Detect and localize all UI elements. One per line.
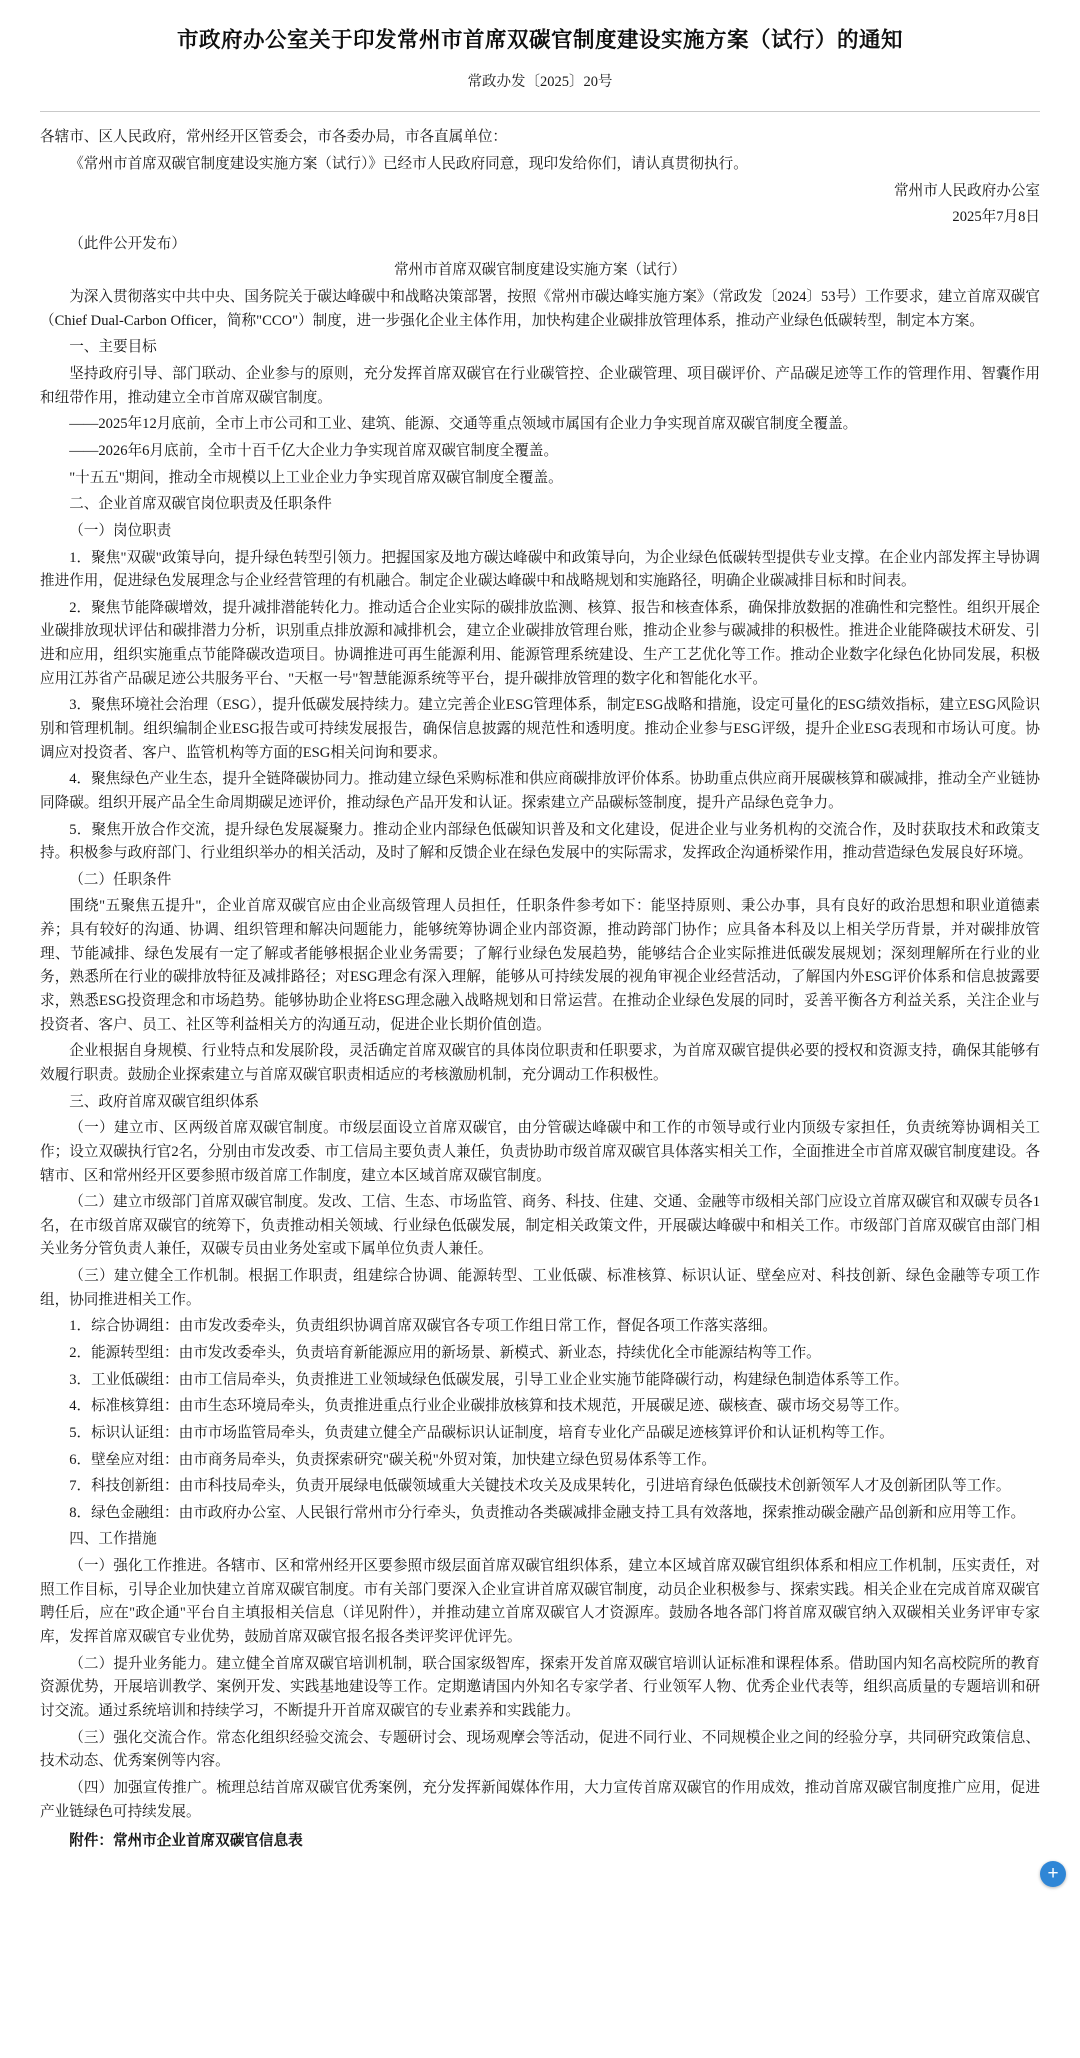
section-2-paragraph-2: 1．聚焦"双碳"政策导向，提升绿色转型引领力。把握国家及地方碳达峰碳中和政策导向，为企业绿色低碳转型提供专业支撑。在企业内部发挥主导协调推进作用，促进绿色发展理念与企业经营管理的有机融合。制定企业碳达峰碳中和战略规划和实施路径，明确企业碳减排目标和时间表。 xyxy=(40,549,1040,590)
section-2-paragraph-5: 4．聚焦绿色产业生态，提升全链降碳协同力。推动建立绿色采购标准和供应商碳排放评价体系。协助重点供应商开展碳核算和碳减排，推动全产业链协同降碳。组织开展产品全生命周期碳足迹评价，推动绿色产品开发和认证。探索建立产品碳标签制度，提升产品绿色竞争力。 xyxy=(40,771,1040,811)
section-2-paragraph-7: （二）任职条件 xyxy=(69,871,172,888)
section-2-paragraph-6: 5．聚焦开放合作交流，提升绿色发展凝聚力。推动企业内部绿色低碳知识普及和文化建设，促进企业与业务机构的交流合作，及时获取技术和政策支持。积极参与政府部门、行业组织举办的相关活动，及时了解和反馈企业在绿色发展中的实际需求，发挥政企沟通桥梁作用，推动营造绿色发展良好环境。 xyxy=(40,821,1040,862)
section-1-paragraph-1: 坚持政府引导、部门联动、企业参与的原则，充分发挥首席双碳官在行业碳管控、企业碳管理、项目碳评价、产品碳足迹等工作的管理作用、智囊作用和纽带作用，推动建立全市首席双碳官制度。 xyxy=(40,366,1040,406)
section-4-paragraph-1: （一）强化工作推进。各辖市、区和常州经开区要参照市级层面首席双碳官组织体系，建立本区域首席双碳官组织体系和相应工作机制，压实责任，对照工作目标，引导企业加快建立首席双碳官制度。市有关部门要深入企业宣讲首席双碳官制度，动员企业积极参与、探索实践。相关企业在完成首席双碳官聘任后，应在"政企通"平台自主填报相关信息（详见附件），并推动建立首席双碳官人才资源库。鼓励各地各部门将首席双碳官纳入双碳相关业务评审专家库，发挥首席双碳官专业优势，鼓励首席双碳官报名报各类评奖评优评先。 xyxy=(40,1558,1040,1646)
section-heading-1: 一、主要目标 xyxy=(69,339,157,356)
intro-paragraph: 《常州市首席双碳官制度建设实施方案（试行）》已经市人民政府同意，现印发给你们，请认真贯彻执行。 xyxy=(69,155,748,172)
section-2-paragraph-1: （一）岗位职责 xyxy=(69,522,172,539)
section-3-item-2: 2．能源转型组：由市发改委牵头，负责培育新能源应用的新场景、新模式、新业态，持续优化全市能源结构等工作。 xyxy=(69,1345,821,1361)
section-3-item-5: 5．标识认证组：由市市场监管局牵头，负责建立健全产品碳标识认证制度，培育专业化产品碳足迹核算评价和认证机构等工作。 xyxy=(69,1424,894,1441)
section-3-item-1: 1．综合协调组：由市发改委牵头，负责组织协调首席双碳官各专项工作组日常工作，督促各项工作落实落细。 xyxy=(69,1318,777,1335)
document-number: 常政办发〔2025〕20号 xyxy=(467,74,613,91)
publish-note: （此件公开发布） xyxy=(69,235,186,252)
section-3-item-3: 3．工业低碳组：由市工信局牵头，负责推进工业领域绿色低碳发展，引导工业企业实施节能降碳行动，构建绿色制造体系等工作。 xyxy=(69,1371,909,1388)
attachment-line: 附件：常州市企业首席双碳官信息表 xyxy=(69,1833,303,1850)
section-3-item-8: 8．绿色金融组：由市政府办公室、人民银行常州市分行牵头，负责推动各类碳减排金融支持工具有效落地，探索推动碳金融产品创新和应用等工作。 xyxy=(69,1504,1026,1521)
section-2-paragraph-8: 围绕"五聚焦五提升"，企业首席双碳官应由企业高级管理人员担任，任职条件参考如下：能坚持原则、秉公办事，具有良好的政治思想和职业道德素养；具有较好的沟通、协调、组织管理和解决问题能力，能够统筹协调企业内部资源，推动跨部门协作；应具备本科及以上相关学历背景，并对碳排放管理、节能减排、绿色发展有一定了解或者能够根据企业业务需要；了解行业绿色发展趋势，能够结合企业实际推进低碳发展规划；深刻理解所在行业的业务，熟悉所在行业的碳排放特征及减排路径；对ESG理念有深入理解，能够从可持续发展的视角审视企业经营活动，了解国内外ESG评价体系和信息披露要求，熟悉ESG投资理念和市场趋势。能够协助企业将ESG理念融入战略规划和日常运营。在推动企业绿色发展的同时，妥善平衡各方利益关系，关注企业与投资者、客户、员工、社区等利益相关方的沟通互动，促进企业长期价值创造。 xyxy=(40,898,1040,1033)
section-3-paragraph-3: （三）建立健全工作机制。根据工作职责，组建综合协调、能源转型、工业低碳、标准核算、标识认证、壁垒应对、科技创新、绿色金融等专项工作组，协同推进相关工作。 xyxy=(40,1268,1040,1308)
section-2-paragraph-4: 3．聚焦环境社会治理（ESG），提升低碳发展持续力。建立完善企业ESG管理体系，制定ESG战略和措施，设定可量化的ESG绩效指标，建立ESG风险识别和管理机制。组织编制企业ESG报告或可持续发展报告，确保信息披露的规范性和透明度。推动企业参与ESG评级，提升企业ESG表现和市场认可度。协调应对投资者、客户、监管机构等方面的ESG相关问询和要求。 xyxy=(40,697,1040,761)
section-heading-3: 三、政府首席双碳官组织体系 xyxy=(69,1093,259,1110)
section-2-paragraph-9: 企业根据自身规模、行业特点和发展阶段，灵活确定首席双碳官的具体岗位职责和任职要求，为首席双碳官提供必要的授权和资源支持，确保其能够有效履行职责。鼓励企业探索建立与首席双碳官职责相适应的考核激励机制，充分调动工作积极性。 xyxy=(40,1043,1040,1083)
preamble-paragraph: 为深入贯彻落实中共中央、国务院关于碳达峰碳中和战略决策部署，按照《常州市碳达峰实施方案》（常政发〔2024〕53号）工作要求，建立首席双碳官（Chief Dual-Carbon Officer，简称"CCO"）制度，进一步强化企业主体作用，加快构建企业碳排放管理体系，推动产业绿色低碳转型，制定本方案。 xyxy=(40,289,1040,329)
plus-icon[interactable]: + xyxy=(1040,1861,1066,1887)
issue-date: 2025年7月8日 xyxy=(952,209,1040,226)
section-1-paragraph-2: ——2025年12月底前，全市上市公司和工业、建筑、能源、交通等重点领域市属国有企业力争实现首席双碳官制度全覆盖。 xyxy=(69,416,858,433)
section-1-paragraph-4: "十五五"期间，推动全市规模以上工业企业力争实现首席双碳官制度全覆盖。 xyxy=(69,469,563,486)
section-4-paragraph-2: （二）提升业务能力。建立健全首席双碳官培训机制，联合国家级智库，探索开发首席双碳官培训认证标准和课程体系。借助国内知名高校院所的教育资源优势，开展培训教学、案例开发、实践基地建设等工作。定期邀请国内外知名专家学者、行业领军人物、优秀企业代表等，组织高质量的专题培训和研讨交流。通过系统培训和持续学习，不断提升开首席双碳官的专业素养和实践能力。 xyxy=(40,1655,1040,1719)
section-2-paragraph-3: 2．聚焦节能降碳增效，提升减排潜能转化力。推动适合企业实际的碳排放监测、核算、报告和核查体系，确保排放数据的准确性和完整性。组织开展企业碳排放现状评估和碳排潜力分析，识别重点排放源和减排机会，建立企业碳排放管理台账，推动企业参与碳减排的积极性。推进企业能降碳技术研发、引进和应用，组织实施重点节能降碳改造项目。协调推进可再生能源利用、能源管理系统建设、生产工艺优化等工作。推动企业数字化绿色化协同发展，积极应用江苏省产品碳足迹公共服务平台、"天枢一号"智慧能源系统等平台，提升碳排放管理的数字化和智能化水平。 xyxy=(40,599,1040,687)
section-heading-2: 二、企业首席双碳官岗位职责及任职条件 xyxy=(69,496,332,513)
issuer-line: 常州市人民政府办公室 xyxy=(894,182,1040,199)
divider xyxy=(40,111,1040,112)
section-3-item-4: 4．标准核算组：由市生态环境局牵头，负责推进重点行业企业碳排放核算和技术规范，开展碳足迹、碳核查、碳市场交易等工作。 xyxy=(69,1398,909,1415)
section-4-paragraph-3: （三）强化交流合作。常态化组织经验交流会、专题研讨会、现场观摩会等活动，促进不同行业、不同规模企业之间的经验分享，共同研究政策信息、技术动态、优秀案例等内容。 xyxy=(40,1729,1040,1770)
section-3-paragraph-1: （一）建立市、区两级首席双碳官制度。市级层面设立首席双碳官，由分管碳达峰碳中和工作的市领导或行业内顶级专家担任，负责统筹协调相关工作；设立双碳执行官2名，分别由市发改委、市工信局主要负责人兼任，负责协助市级首席双碳官具体落实相关工作，全面推进全市首席双碳官制度建设。各辖市、区和常州经开区要参照市级首席工作制度，建立本区域首席双碳官制度。 xyxy=(40,1120,1040,1184)
recipients-line: 各辖市、区人民政府，常州经开区管委会，市各委办局，市各直属单位： xyxy=(40,129,508,146)
plan-title: 常州市首席双碳官制度建设实施方案（试行） xyxy=(394,262,686,279)
section-1-paragraph-3: ——2026年6月底前，全市十百千亿大企业力争实现首席双碳官制度全覆盖。 xyxy=(69,442,559,459)
section-3-item-7: 7．科技创新组：由市科技局牵头，负责开展绿电低碳领域重大关键技术攻关及成果转化，引进培育绿色低碳技术创新领军人才及创新团队等工作。 xyxy=(69,1478,1011,1495)
section-heading-4: 四、工作措施 xyxy=(69,1531,157,1548)
section-4-paragraph-4: （四）加强宣传推广。梳理总结首席双碳官优秀案例，充分发挥新闻媒体作用，大力宣传首席双碳官的作用成效，推动首席双碳官制度推广应用，促进产业链绿色可持续发展。 xyxy=(40,1779,1040,1820)
section-3-item-6: 6．壁垒应对组：由市商务局牵头，负责探索研究"碳关税"外贸对策，加快建立绿色贸易体系等工作。 xyxy=(69,1451,716,1468)
section-3-paragraph-2: （二）建立市级部门首席双碳官制度。发改、工信、生态、市场监管、商务、科技、住建、交通、金融等市级相关部门应设立首席双碳官和双碳专员各1名，在市级首席双碳官的统筹下，负责推动相关领域、行业绿色低碳发展，制定相关政策文件，开展碳达峰碳中和相关工作。市级部门首席双碳官由部门相关业务分管负责人兼任，双碳专员由业务处室或下属单位负责人兼任。 xyxy=(40,1194,1040,1258)
page-title: 市政府办公室关于印发常州市首席双碳官制度建设实施方案（试行）的通知 xyxy=(176,28,903,52)
